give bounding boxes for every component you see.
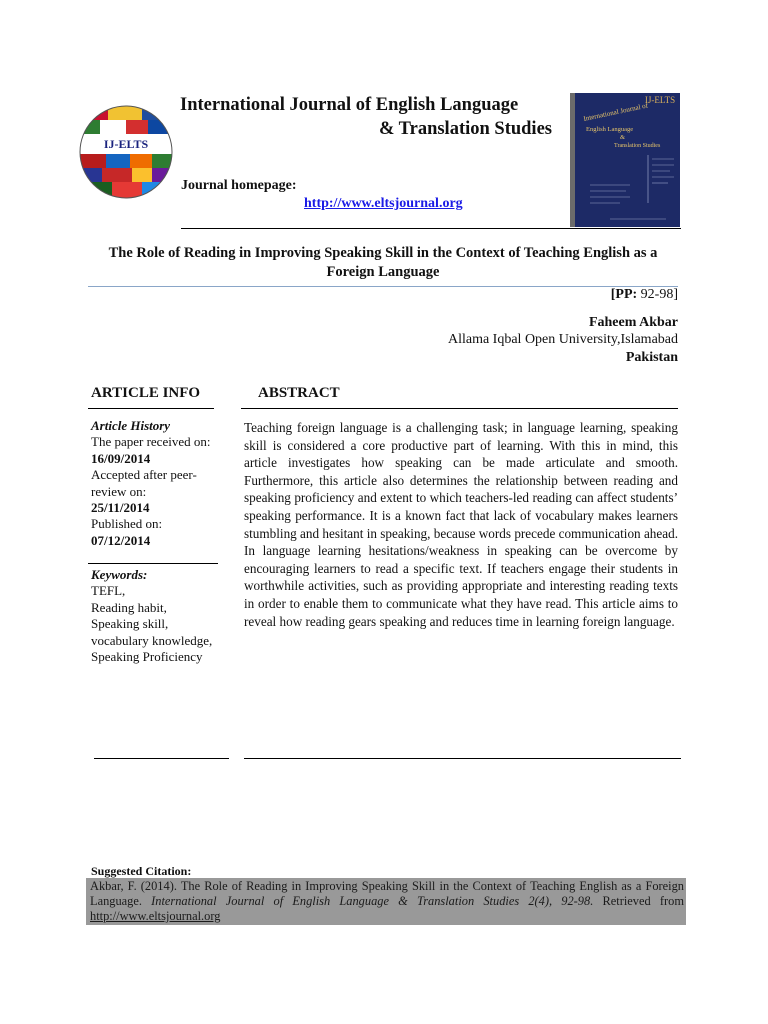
abstract-rule [241, 408, 678, 409]
title-rule [88, 286, 678, 287]
keywords-block [91, 567, 221, 665]
article-info-rule [88, 408, 214, 409]
abstract-bottom-rule [244, 758, 681, 759]
page-range-value: 92-98] [640, 287, 678, 302]
homepage-label: Journal homepage: [181, 178, 297, 193]
cover-title-line2: English Language [586, 126, 634, 133]
journal-title-line2: & Translation Studies [378, 119, 552, 139]
keyword-item: TEFL, [91, 583, 126, 599]
abstract-text: Teaching foreign language is a challenging task; in language learning, speaking skill is considered a core productive part of learning. With this in mind, this article investigates how speaking can be made articulate and smooth. Furthermore, this article also determines the relationship between reading and speaking proficiency and extent to which teachers-led reading can affect students’ speaking performance. It is a known fact that lack of vocabulary makes learners stumbling and hesitant in speaking, because words precede communication ahead. In language learning hesitations/weakness in speaking can be overcome by encouraging learners to read a specific text. If teachers engage their students in worthwhile activities, such as providing appropriate and interesting reading texts in order to enable them to communicate what they have read. This article aims to reveal how reading gears speaking and reduces time in learning foreign language. [244, 420, 678, 629]
header-rule [181, 228, 681, 229]
author-affiliation: Allama Iqbal Open University,Islamabad [447, 332, 678, 347]
logo-text: IJ-ELTS [103, 137, 149, 151]
keyword-item: Speaking skill, [91, 616, 169, 632]
received-label: The paper received on: [91, 434, 211, 450]
received-date: 16/09/2014 [91, 450, 151, 466]
article-title: The Role of Reading in Improving Speaking Skill in the Context of Teaching English as a Foreign Language [108, 245, 658, 280]
article-history [91, 418, 221, 549]
author-name: Faheem Akbar [588, 315, 678, 330]
citation-box [86, 878, 686, 925]
keyword-item: Reading habit, [91, 599, 167, 615]
page-range-label: [PP: [610, 287, 638, 302]
keyword-item: Speaking Proficiency [91, 649, 203, 665]
homepage-link[interactable]: http://www.eltsjournal.org [304, 196, 463, 211]
cover-title-amp: & [620, 134, 626, 141]
abstract-heading: ABSTRACT [258, 385, 340, 401]
journal-cover-image [570, 93, 680, 227]
journal-title-line1: International Journal of English Language [180, 95, 519, 115]
article-info-heading: ARTICLE INFO [91, 385, 201, 401]
published-date: 07/12/2014 [91, 532, 151, 548]
citation-link[interactable]: http://www.eltsjournal.org [90, 909, 221, 923]
keywords-rule [88, 563, 218, 564]
article-history-label: Article History [91, 418, 171, 433]
keywords-label: Keywords: [91, 567, 148, 582]
accepted-date: 25/11/2014 [91, 500, 150, 516]
cover-title-line1: International Journal of [582, 101, 649, 123]
journal-title [150, 93, 552, 141]
info-bottom-rule [94, 758, 229, 759]
page-range [611, 287, 678, 303]
citation-retrieved: Retrieved from [602, 894, 684, 908]
keyword-item: vocabulary knowledge, [91, 632, 213, 648]
published-label: Published on: [91, 516, 163, 532]
cover-title-line3: Translation Studies [614, 143, 661, 149]
cover-code: IJ-ELTS [644, 95, 676, 105]
accepted-label: Accepted after peer-review on: [91, 467, 197, 499]
citation-text: Akbar, F. (2014). The Role of Reading in Improving Speaking Skill in the Context of Teaching English as a Foreign Language. [90, 879, 684, 908]
author-country: Pakistan [625, 350, 678, 365]
citation-journal: International Journal of English Language & Translation Studies 2(4), 92-98. [151, 894, 594, 908]
citation-label: Suggested Citation: [91, 864, 192, 878]
